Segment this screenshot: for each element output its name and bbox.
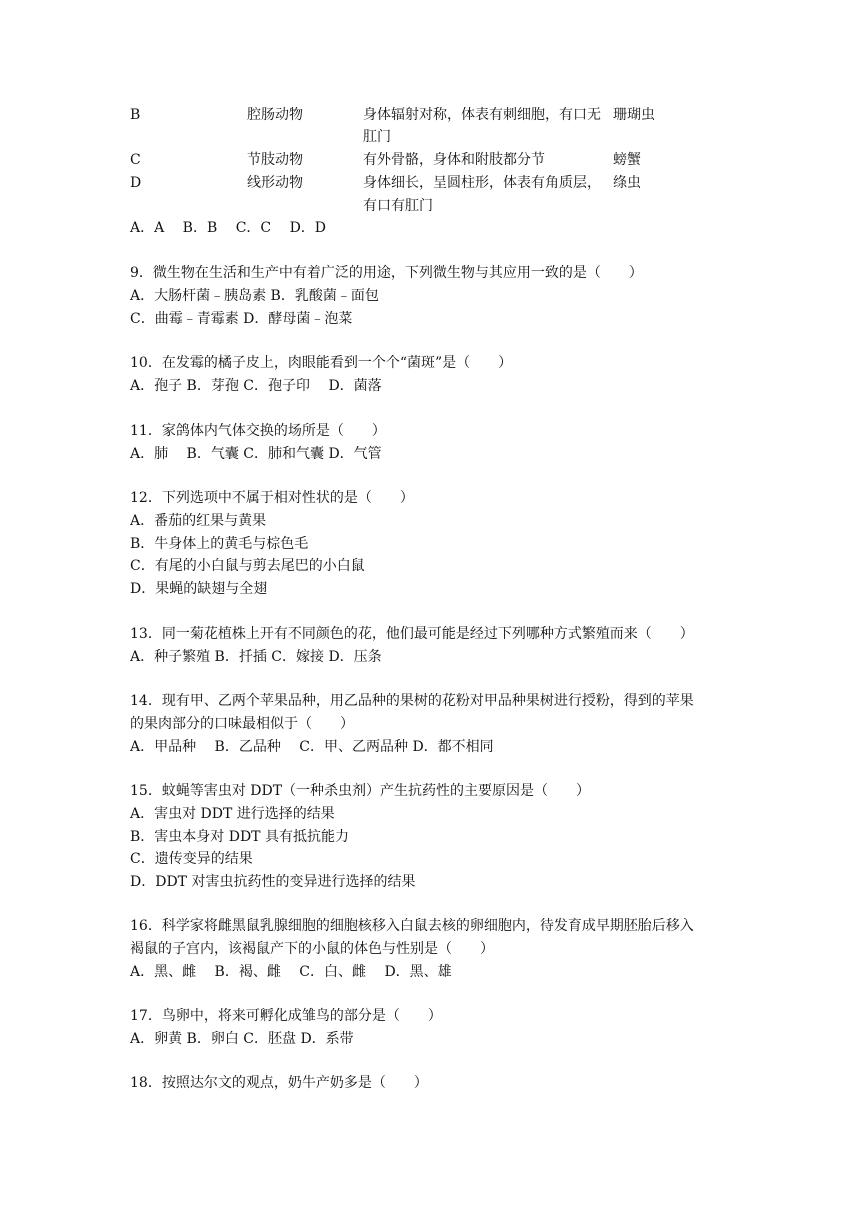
question-option: B．牛身体上的黄毛与棕色毛 — [130, 536, 309, 552]
row-description: 有外骨骼，身体和附肢都分节 — [363, 152, 545, 168]
question-option: D．DDT 对害虫抗药性的变异进行选择的结果 — [130, 874, 416, 890]
question-stem: 11．家鸽体内气体交换的场所是（ ） — [130, 423, 386, 439]
question-stem: 18．按照达尔文的观点，奶牛产奶多是（ ） — [130, 1075, 428, 1091]
question-option: A．黑、雌 B．褐、雌 C．白、雌 D．黑、雄 — [130, 964, 452, 980]
question-stem: 15．蚊蝇等害虫对 DDT（一种杀虫剂）产生抗药性的主要原因是（ ） — [130, 783, 591, 799]
row-letter: B — [130, 107, 141, 123]
row-letter: D — [130, 175, 142, 191]
question-option: A．孢子 B．芽孢 C．孢子印 D．菌落 — [130, 378, 382, 394]
question-option: C．有尾的小白鼠与剪去尾巴的小白鼠 — [130, 558, 365, 574]
question-stem: 褐鼠的子宫内，该褐鼠产下的小鼠的体色与性别是（ ） — [130, 941, 494, 957]
question-stem: 13．同一菊花植株上开有不同颜色的花，他们最可能是经过下列哪种方式繁殖而来（ ） — [130, 626, 694, 642]
question-stem: 14．现有甲、乙两个苹果品种，用乙品种的果树的花粉对甲品种果树进行授粉，得到的苹果 — [130, 693, 694, 709]
question-option: B．害虫本身对 DDT 具有抵抗能力 — [130, 829, 349, 845]
row-description-cont: 肛门 — [363, 129, 391, 145]
question-option: A．害虫对 DDT 进行选择的结果 — [130, 806, 335, 822]
q8-options: A．A B．B C．C D．D — [130, 220, 327, 236]
row-letter: C — [130, 152, 141, 168]
question-option: C．遗传变异的结果 — [130, 851, 253, 867]
question-option: A．番茄的红果与黄果 — [130, 513, 267, 529]
row-animal-group: 线形动物 — [247, 175, 303, 191]
question-option: A．甲品种 B．乙品种 C．甲、乙两品种 D．都不相同 — [130, 739, 494, 755]
question-stem: 10．在发霉的橘子皮上，肉眼能看到一个个“菌斑”是（ ） — [130, 355, 513, 371]
question-option: A．大肠杆菌﹣胰岛素 B．乳酸菌﹣面包 — [130, 288, 379, 304]
row-example: 螃蟹 — [613, 152, 641, 168]
row-example: 珊瑚虫 — [613, 107, 655, 123]
question-stem: 12．下列选项中不属于相对性状的是（ ） — [130, 490, 414, 506]
question-option: A．肺 B．气囊 C．肺和气囊 D．气管 — [130, 446, 382, 462]
question-stem: 16．科学家将雌黑鼠乳腺细胞的细胞核移入白鼠去核的卵细胞内，待发育成早期胚胎后移入 — [130, 918, 694, 934]
row-description: 身体细长，呈圆柱形，体表有角质层， — [363, 175, 601, 191]
row-animal-group: 腔肠动物 — [247, 107, 303, 123]
question-option: A．种子繁殖 B．扦插 C．嫁接 D．压条 — [130, 649, 382, 665]
row-description: 身体辐射对称，体表有刺细胞，有口无 — [363, 107, 601, 123]
row-example: 绦虫 — [613, 175, 641, 191]
question-option: C．曲霉﹣青霉素 D．酵母菌﹣泡菜 — [130, 311, 353, 327]
question-stem: 的果肉部分的口味最相似于（ ） — [130, 716, 354, 732]
question-option: D．果蝇的缺翅与全翅 — [130, 581, 268, 597]
row-description-cont: 有口有肛门 — [363, 198, 433, 214]
question-stem: 17．鸟卵中，将来可孵化成雏鸟的部分是（ ） — [130, 1008, 442, 1024]
row-animal-group: 节肢动物 — [247, 152, 303, 168]
question-option: A．卵黄 B．卵白 C．胚盘 D．系带 — [130, 1031, 354, 1047]
question-stem: 9．微生物在生活和生产中有着广泛的用途，下列微生物与其应用一致的是（ ） — [130, 265, 643, 281]
